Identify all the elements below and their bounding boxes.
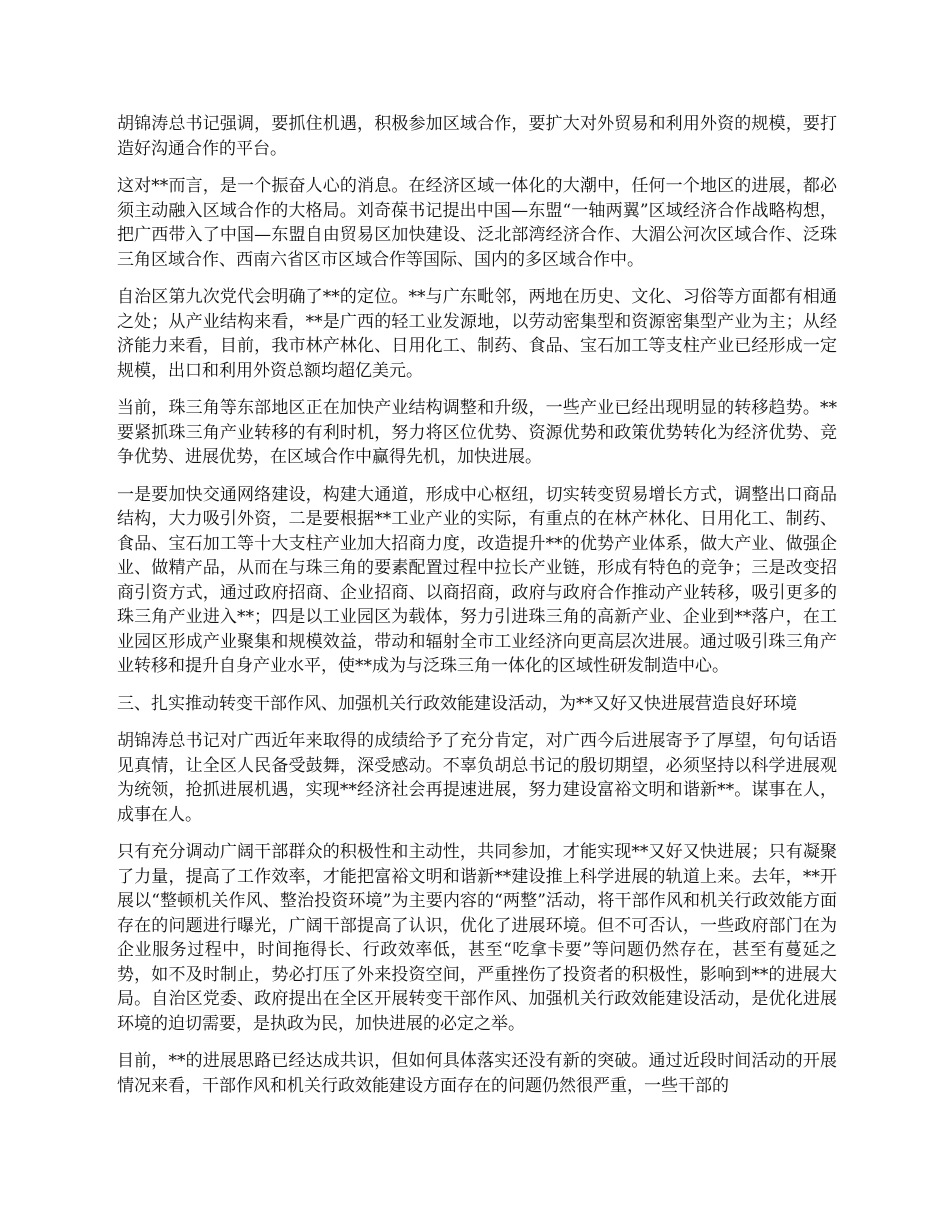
paragraph-2: 这对**而言，是一个振奋人心的消息。在经济区域一体化的大潮中，任何一个地区的进展，都必须主动融入区域合作的大格局。刘奇葆书记提出中国—东盟“一轴两翼”区域经济合作战略构想，把广西带入了中国—东盟自由贸易区加快建设、泛北部湾经济合作、大湄公河次区域合作、泛珠三角区域合作、西南六省区市区域合作等国际、国内的多区域合作中。 [117, 176, 837, 270]
paragraph-4: 当前，珠三角等东部地区正在加快产业结构调整和升级，一些产业已经出现明显的转移趋势。**要紧抓珠三角产业转移的有利时机，努力将区位优势、资源优势和政策优势转化为经济优势、竞争优势、进展优势，在区域合作中赢得先机，加快进展。 [117, 398, 837, 467]
paragraph-7: 胡锦涛总书记对广西近年来取得的成绩给予了充分肯定，对广西今后进展寄予了厚望，句句话语见真情，让全区人民备受鼓舞，深受感动。不辜负胡总书记的殷切期望，必须坚持以科学进展观为统领，抢抓进展机遇，实现**经济社会再提速进展，努力建设富裕文明和谐新**。谋事在人，成事在人。 [117, 731, 837, 825]
paragraph-9: 目前，**的进展思路已经达成共识，但如何具体落实还没有新的突破。通过近段时间活动的开展情况来看，干部作风和机关行政效能建设方面存在的问题仍然很严重，一些干部的 [117, 1051, 837, 1096]
paragraph-1: 胡锦涛总书记强调，要抓住机遇，积极参加区域合作，要扩大对外贸易和利用外资的规模，要打造好沟通合作的平台。 [117, 114, 837, 159]
section-heading-3: 三、扎实推动转变干部作风、加强机关行政效能建设活动，为**又好又快进展营造良好环境 [117, 693, 797, 714]
document-body [117, 112, 837, 1111]
paragraph-8: 只有充分调动广阔干部群众的积极性和主动性，共同参加，才能实现**又好又快进展；只有凝聚了力量，提高了工作效率，才能把富裕文明和谐新**建设推上科学进展的轨道上来。去年，**开展以“整顿机关作风、整治投资环境”为主要内容的“两整”活动，将干部作风和机关行政效能方面存在的问题进行曝光，广阔干部提高了认识，优化了进展环境。但不可否认，一些政府部门在为企业服务过程中，时间拖得长、行政效率低，甚至“吃拿卡要”等问题仍然存在，甚至有蔓延之势，如不及时制止，势必打压了外来投资空间，严重挫伤了投资者的积极性，影响到**的进展大局。自治区党委、政府提出在全区开展转变干部作风、加强机关行政效能建设活动，是优化进展环境的迫切需要，是执政为民，加快进展的必定之举。 [117, 842, 837, 1034]
paragraph-3: 自治区第九次党代会明确了**的定位。**与广东毗邻，两地在历史、文化、习俗等方面都有相通之处；从产业结构来看，**是广西的轻工业发源地，以劳动密集型和资源密集型产业为主；从经济能力来看，目前，我市林产林化、日用化工、制药、食品、宝石加工等支柱产业已经形成一定规模，出口和利用外资总额均超亿美元。 [117, 287, 837, 381]
paragraph-5: 一是要加快交通网络建设，构建大通道，形成中心枢纽，切实转变贸易增长方式，调整出口商品结构，大力吸引外资，二是要根据**工业产业的实际，有重点的在林产林化、日用化工、制药、食品、宝石加工等十大支柱产业加大招商力度，改造提升**的优势产业体系，做大产业、做强企业、做精产品，从而在与珠三角的要素配置过程中拉长产业链，形成有特色的竞争；三是改变招商引资方式，通过政府招商、企业招商、以商招商，政府与政府合作推动产业转移，吸引更多的珠三角产业进入**；四是以工业园区为载体，努力引进珠三角的高新产业、企业到**落户，在工业园区形成产业聚集和规模效益，带动和辐射全市工业经济向更高层次进展。通过吸引珠三角产业转移和提升自身产业水平，使**成为与泛珠三角一体化的区域性研发制造中心。 [117, 484, 837, 676]
